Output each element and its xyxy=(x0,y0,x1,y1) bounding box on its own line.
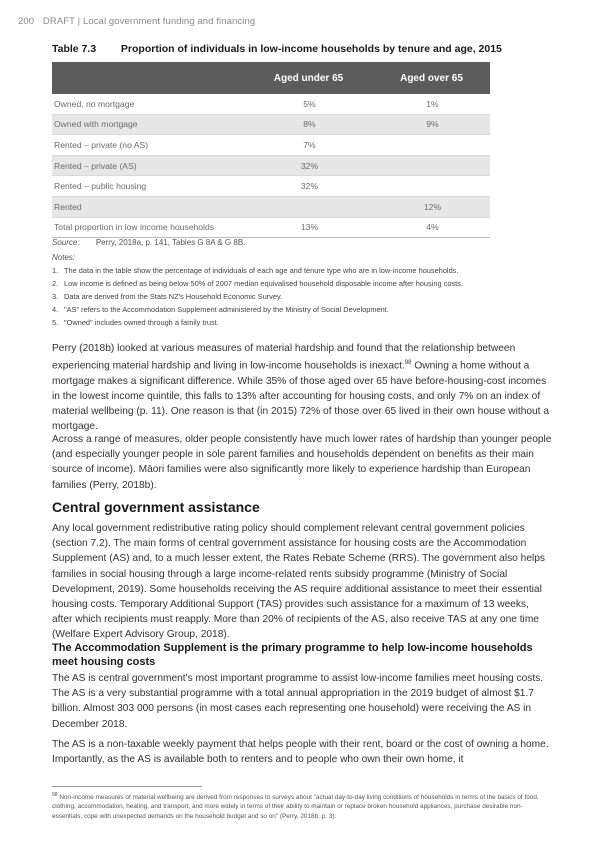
paragraph-older-people: Across a range of measures, older people consistently have much lower rates of hardship than younger people (and especially younger people in sole parent families and households dependent on benefits as their main source of income). Māori families were also significantly more likely to experience hardship than European families (Perry, 2018b). xyxy=(52,434,552,491)
row-label: Total proportion in low income households xyxy=(52,217,244,238)
note-item xyxy=(52,316,552,329)
note-number: 1. xyxy=(52,266,59,275)
column-header-under-65: Aged under 65 xyxy=(244,62,373,94)
row-label: Owned with mortgage xyxy=(52,114,244,135)
row-label: Owned, no mortgage xyxy=(52,94,244,114)
paragraph-material-hardship xyxy=(52,341,552,435)
running-header xyxy=(18,16,261,27)
source-text: Perry, 2018a, p. 141, Tables G 8A & G 8B. xyxy=(95,238,246,247)
cell-over-65: 4% xyxy=(373,217,490,238)
cell-under-65: 13% xyxy=(244,217,373,238)
column-header-over-65: Aged over 65 xyxy=(373,62,490,94)
cell-under-65 xyxy=(244,196,373,217)
note-text: "AS" refers to the Accommodation Supplement administered by the Ministry of Social Development. xyxy=(64,305,389,314)
note-text: The data in the table show the percentage of individuals of each age and tenure type who are in low-income households. xyxy=(64,266,459,275)
footnote-reference[interactable]: 98 xyxy=(404,360,412,367)
note-text: Low income is defined as being below 50% of 2007 median equivalised household disposable income after housing costs. xyxy=(64,279,463,288)
cell-over-65 xyxy=(373,155,490,176)
table-number: Table 7.3 xyxy=(52,43,97,55)
table-row xyxy=(52,176,490,197)
table-row xyxy=(52,196,490,217)
running-title: DRAFT | Local government funding and financing xyxy=(42,16,256,27)
cell-under-65: 32% xyxy=(244,176,373,197)
paragraph-central-assistance: Any local government redistributive rating policy should complement relevant central government policies (section 7.2). The main forms of central government assistance for housing costs are the Accommodation Supplement (AS) and, to a much lesser extent, the Rates Rebate Scheme (RRS). The government also helps families in social housing through a large income-related rents subsidy programme (Ministry of Social Development, 2019). Some households receiving the AS require additional assistance to meet their essential housing costs. Temporary Additional Support (TAS) provides such assistance for a maximum of 13 weeks, after which recipients must reapply. More than 20% of recipients of the AS, also receive TAS at any one time (Welfare Expert Advisory Group, 2018). xyxy=(52,523,546,641)
note-number: 2. xyxy=(52,279,59,288)
note-number: 3. xyxy=(52,292,59,301)
row-label: Rented xyxy=(52,196,244,217)
note-item xyxy=(52,303,552,316)
paragraph-as-overview: The AS is central government's most important programme to assist low-income families meet housing costs. The AS is a very substantial programme with a total annual appropriation in the 2019 budget of almost $1.7 billion. Almost 303 000 persons (in most cases each representing one household) were receiving the AS in December 2018. xyxy=(52,673,544,730)
footnote xyxy=(52,791,552,821)
table-row xyxy=(52,155,490,176)
row-label: Rented – private (AS) xyxy=(52,155,244,176)
note-text: Data are derived from the Stats NZ's Household Economic Survey. xyxy=(64,292,283,301)
table-title: Proportion of individuals in low-income households by tenure and age, 2015 xyxy=(120,43,502,55)
cell-over-65 xyxy=(373,135,490,156)
row-label: Rented – private (no AS) xyxy=(52,135,244,156)
cell-under-65: 8% xyxy=(244,114,373,135)
table-caption xyxy=(52,43,552,55)
table-source xyxy=(52,238,245,247)
paragraph-text: Owning a home without a mortgage makes a significant difference. While 35% of those aged over 65 have before-housing-cost incomes in the lowest income quintile, this falls to 13% after accounting for housing costs, and only 7% on an index of material wellbeing (p. 11). One reason is that (in 2015) 72% of those over 65 lived in their own house without a mortgage. xyxy=(52,360,550,433)
cell-over-65: 1% xyxy=(373,94,490,114)
table-row xyxy=(52,135,490,156)
cell-over-65 xyxy=(373,176,490,197)
footnote-text: Non-income measures of material wellbeing are derived from responses to surveys about "actual day-to-day living conditions of households in terms of the basics of food, clothing, accommodation, heating, and transport, and more widely in terms of their ability to maintain or replace broken household appliances, purchase desirable non-essentials, cope with unexpected demands on the household budget and so on" (Perry, 2018b, p. 3). xyxy=(52,794,539,820)
note-item xyxy=(52,264,552,277)
table-row xyxy=(52,94,490,114)
table-row xyxy=(52,114,490,135)
cell-over-65: 12% xyxy=(373,196,490,217)
paragraph-text: Perry (2018b) looked at various measures of material hardship and found that the relationship between experiencing material hardship and living in low-income households is inexact. xyxy=(52,343,516,372)
cell-under-65: 7% xyxy=(244,135,373,156)
note-item xyxy=(52,277,552,290)
note-number: 5. xyxy=(52,318,59,327)
note-number: 4. xyxy=(52,305,59,314)
notes-label: Notes: xyxy=(52,253,76,262)
cell-over-65: 9% xyxy=(373,114,490,135)
table-total-row xyxy=(52,217,490,238)
paragraph-as-details: The AS is a non-taxable weekly payment that helps people with their rent, board or the cost of owning a home. Importantly, as the AS is available both to renters and to people who own their own home, it xyxy=(52,739,549,766)
tenure-age-table xyxy=(52,62,490,238)
page-number: 200 xyxy=(18,16,35,27)
subsection-heading: The Accommodation Supplement is the primary programme to help low-income households meet housing costs xyxy=(52,642,533,668)
row-label: Rented – public housing xyxy=(52,176,244,197)
table-header-row xyxy=(52,62,490,94)
footnote-mark: 98 xyxy=(52,792,58,798)
note-item xyxy=(52,290,552,303)
note-text: "Owned" includes owned through a family trust. xyxy=(64,318,219,327)
footnote-divider xyxy=(52,786,202,787)
source-label: Source: xyxy=(52,238,80,247)
section-heading: Central government assistance xyxy=(52,499,260,515)
cell-under-65: 32% xyxy=(244,155,373,176)
table-corner-cell xyxy=(52,62,244,94)
table-notes xyxy=(52,264,552,329)
cell-under-65: 5% xyxy=(244,94,373,114)
